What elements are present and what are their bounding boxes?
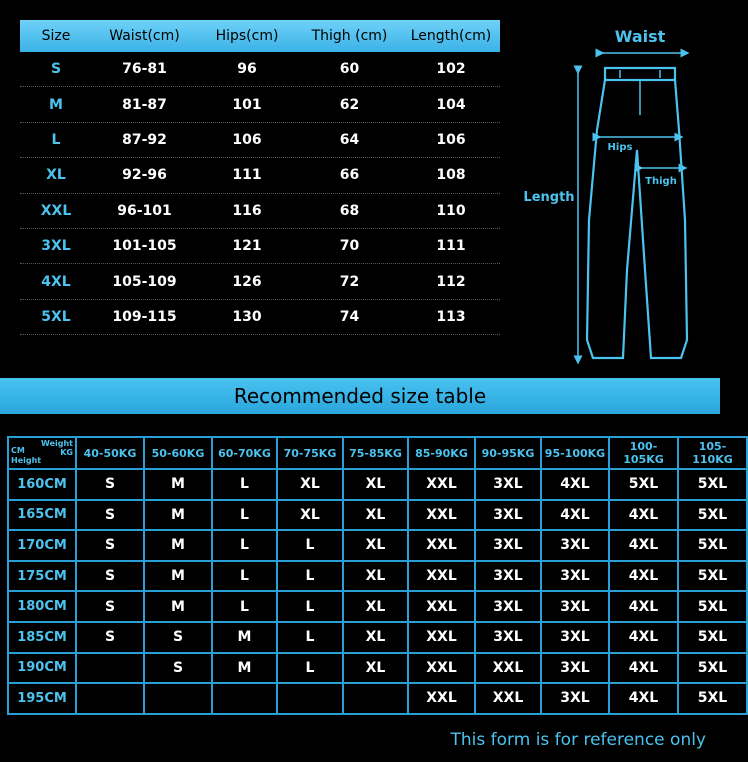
size-cell: XXL [408,561,475,592]
size-cell: XL [343,500,408,531]
height-header: 195CM [8,683,76,714]
size-cell: 3XL [475,591,541,622]
size-cell: L [277,622,343,653]
table-cell: 111 [232,167,262,184]
recommended-size-table [7,436,748,715]
size-cell: 5XL [609,469,678,500]
size-cell: 5XL [678,469,747,500]
table-cell: XL [46,167,66,184]
size-cell: XXL [408,500,475,531]
size-cell: M [212,653,277,684]
size-cell: 3XL [541,561,609,592]
size-cell: 3XL [475,469,541,500]
size-cell: 3XL [475,500,541,531]
table-row [20,194,500,229]
table-cell: 92-96 [122,167,167,184]
size-cell: S [76,561,144,592]
pants-outline [587,68,687,358]
size-cell: XXL [408,683,475,714]
size-cell: L [277,530,343,561]
table-cell: 106 [436,131,466,148]
table-cell: 105-109 [112,273,177,290]
table-row [20,123,500,158]
size-cell: S [76,530,144,561]
table-cell: 68 [339,202,360,219]
table-cell: 126 [232,273,262,290]
pants-measurement-diagram [515,20,715,370]
table-cell: M [49,96,63,113]
table-row [20,158,500,193]
size-cell [144,683,212,714]
size-cell: XXL [408,653,475,684]
pants-illustration [515,20,715,370]
size-cell: 3XL [475,530,541,561]
size-cell: 5XL [678,622,747,653]
weight-header: 40-50KG [76,437,144,469]
size-cell: L [212,591,277,622]
corner-weight: Weight [41,439,73,448]
weight-header: 85-90KG [408,437,475,469]
hips-label: Hips [607,142,633,153]
table-cell: 96 [237,61,257,78]
weight-header: 105-110KG [678,437,747,469]
table-cell: 110 [436,202,466,219]
size-cell [76,653,144,684]
weight-header: 90-95KG [475,437,541,469]
size-cell: M [144,591,212,622]
size-cell: S [76,622,144,653]
table-row [8,500,747,531]
size-cell: S [76,469,144,500]
table-row [8,561,747,592]
height-header: 185CM [8,622,76,653]
banner-title: Recommended size table [233,384,487,408]
size-cell: 3XL [475,622,541,653]
weight-header: 70-75KG [277,437,343,469]
size-cell: S [144,653,212,684]
size-cell: 4XL [609,561,678,592]
size-cell: XL [277,469,343,500]
table-cell: 87-92 [122,131,167,148]
size-cell: XL [343,591,408,622]
table-cell: 104 [436,96,466,113]
table-cell: 96-101 [117,202,172,219]
table-cell: 76-81 [122,61,167,78]
size-cell: M [144,530,212,561]
table-cell: 3XL [41,238,71,255]
size-cell: XXL [475,653,541,684]
height-header: 170CM [8,530,76,561]
size-cell: XL [277,500,343,531]
size-cell: L [212,530,277,561]
table-cell: 113 [436,308,466,325]
thigh-label: Thigh [645,176,677,187]
table-row [8,469,747,500]
size-cell: XL [343,561,408,592]
table-cell: 62 [339,96,360,113]
table-cell: 106 [232,131,262,148]
table-cell: 70 [339,238,360,255]
table-row [20,229,500,264]
size-cell: 3XL [541,622,609,653]
height-header: 190CM [8,653,76,684]
header-waist: Waist(cm) [109,28,180,44]
header-hips: Hips(cm) [215,28,279,44]
size-cell: L [277,653,343,684]
size-cell: S [76,500,144,531]
table-cell: 101-105 [112,238,177,255]
size-cell: 4XL [609,530,678,561]
weight-header: 95-100KG [541,437,609,469]
size-table-body [20,52,500,335]
table-cell: 121 [232,238,262,255]
table-cell: 4XL [41,273,71,290]
header-size: Size [41,28,71,44]
size-cell: L [277,561,343,592]
table-row [8,530,747,561]
size-cell: 4XL [609,591,678,622]
size-cell [343,683,408,714]
height-header: 165CM [8,500,76,531]
height-header: 160CM [8,469,76,500]
size-cell: 5XL [678,561,747,592]
table-cell: XXL [40,202,72,219]
height-header: 175CM [8,561,76,592]
size-cell: L [212,469,277,500]
table-cell: 72 [339,273,360,290]
corner-cell [8,437,76,469]
size-cell: 5XL [678,591,747,622]
size-cell: L [212,561,277,592]
size-cell: 4XL [609,622,678,653]
table-cell: 116 [232,202,262,219]
size-table-header [20,20,500,52]
size-measurement-table [20,20,500,335]
size-cell: XXL [408,622,475,653]
size-cell: XL [343,653,408,684]
table-row [20,300,500,335]
weight-header: 100-105KG [609,437,678,469]
recommend-header-row [8,437,747,469]
size-cell: 4XL [609,653,678,684]
size-cell: XL [343,469,408,500]
size-cell: M [144,561,212,592]
table-row [8,591,747,622]
table-cell: 5XL [41,308,71,325]
table-cell: L [51,131,61,148]
table-cell: 102 [436,61,466,78]
size-cell: M [144,469,212,500]
table-cell: 112 [436,273,466,290]
size-cell: XXL [408,530,475,561]
corner-cm: CM [11,446,25,455]
header-thigh: Thigh (cm) [311,28,388,44]
size-cell: 3XL [475,561,541,592]
size-cell: L [277,591,343,622]
table-row [8,622,747,653]
table-cell: 111 [436,238,466,255]
size-cell: M [144,500,212,531]
recommended-size-banner [0,378,720,414]
size-cell [76,683,144,714]
reference-note: This form is for reference only [450,730,706,750]
header-length: Length(cm) [410,28,492,44]
table-cell: 60 [339,61,360,78]
height-header: 180CM [8,591,76,622]
table-row [20,87,500,122]
weight-header: 75-85KG [343,437,408,469]
table-row [8,683,747,714]
table-cell: 108 [436,167,466,184]
weight-header: 60-70KG [212,437,277,469]
size-cell: 3XL [541,653,609,684]
size-cell [212,683,277,714]
size-cell: 4XL [609,500,678,531]
size-cell: S [144,622,212,653]
size-cell: 4XL [609,683,678,714]
corner-height: Height [11,456,42,465]
table-cell: 66 [339,167,360,184]
size-cell: XXL [408,591,475,622]
size-cell: 4XL [541,500,609,531]
size-cell [277,683,343,714]
size-cell: L [212,500,277,531]
table-cell: 109-115 [112,308,177,325]
corner-kg: KG [60,448,73,457]
table-cell: 130 [232,308,262,325]
length-label: Length [523,190,575,205]
table-cell: S [50,61,62,78]
size-cell: 5XL [678,530,747,561]
table-row [20,264,500,299]
table-cell: 101 [232,96,262,113]
size-cell: 3XL [541,591,609,622]
weight-header: 50-60KG [144,437,212,469]
size-cell: XL [343,622,408,653]
waist-label: Waist [614,27,666,46]
size-cell: 5XL [678,500,747,531]
table-row [20,52,500,87]
size-cell: 3XL [541,683,609,714]
size-cell: 5XL [678,653,747,684]
size-cell: 5XL [678,683,747,714]
table-cell: 81-87 [122,96,167,113]
size-cell: 4XL [541,469,609,500]
table-row [8,653,747,684]
table-cell: 74 [339,308,360,325]
size-cell: XL [343,530,408,561]
size-cell: S [76,591,144,622]
size-cell: XXL [475,683,541,714]
size-cell: 3XL [541,530,609,561]
size-cell: M [212,622,277,653]
table-cell: 64 [339,131,360,148]
size-cell: XXL [408,469,475,500]
